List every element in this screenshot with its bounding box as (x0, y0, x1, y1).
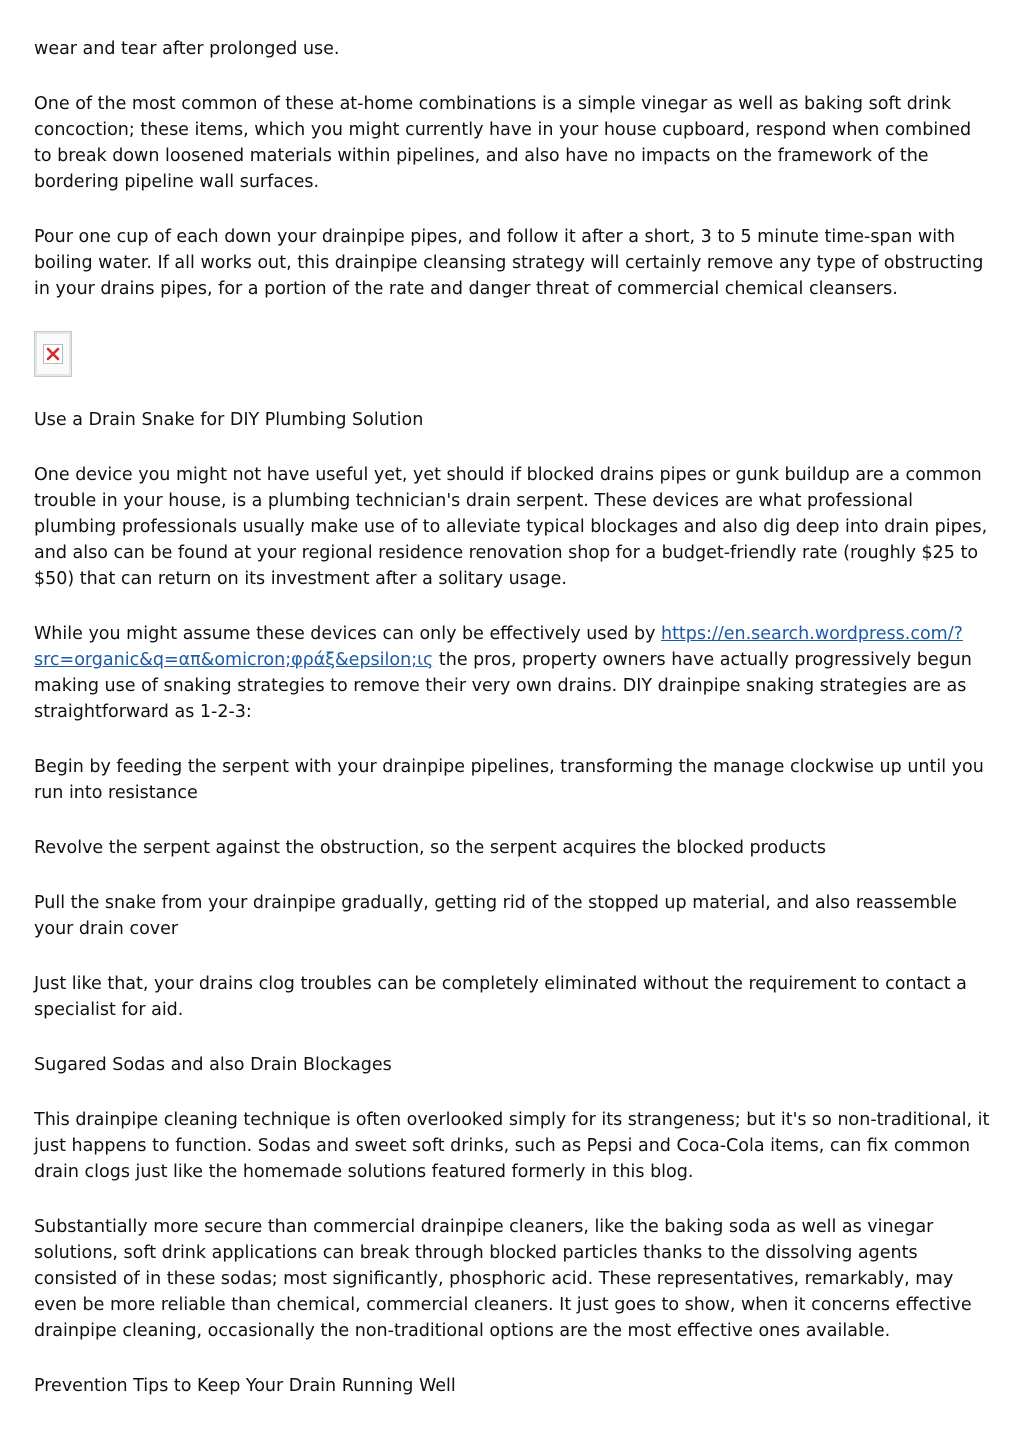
paragraph: Begin by feeding the serpent with your drainpipe pipelines, transforming the manage clockwise up until you run into resistance (34, 757, 984, 803)
broken-image (34, 331, 72, 377)
paragraph: One device you might not have useful yet, yet should if blocked drains pipes or gunk buildup are a common trouble in your house, is a plumbing technician's drain serpent. These devices are what professional plumbing professionals usually make use of to alleviate typical blockages and also dig deep into drain pipes, and also can be found at your regional residence renovation shop for a budget-friendly rate (roughly $25 to $50) that can return on its investment after a solitary usage. (34, 465, 988, 589)
paragraph: Pull the snake from your drainpipe gradually, getting rid of the stopped up material, and also reassemble your drain cover (34, 893, 957, 939)
paragraph-text: the pros, property owners have actually progressively begun making use of snaking strategies to remove their very own drains. DIY drainpipe snaking strategies are as straightforward as 1-2-3: (34, 650, 972, 722)
paragraph: wear and tear after prolonged use. (34, 39, 340, 59)
paragraph: Substantially more secure than commercial drainpipe cleaners, like the baking soda as well as vinegar solutions, soft drink applications can break through blocked particles thanks to the dissolving agents consisted of in these sodas; most significantly, phosphoric acid. These representatives, remarkably, may even be more reliable than chemical, commercial cleaners. It just goes to show, when it concerns effective drainpipe cleaning, occasionally the non-traditional options are the most effective ones available. (34, 1217, 972, 1341)
section-heading: Prevention Tips to Keep Your Drain Running Well (34, 1376, 456, 1396)
paragraph: One of the most common of these at-home combinations is a simple vinegar as well as baking soft drink concoction; these items, which you might currently have in your house cupboard, respond when combined to break down loosened materials within pipelines, and also have no impacts on the framework of the bordering pipeline wall surfaces. (34, 94, 972, 192)
section-heading: Sugared Sodas and also Drain Blockages (34, 1055, 392, 1075)
section-heading: Use a Drain Snake for DIY Plumbing Solution (34, 410, 424, 430)
paragraph: Just like that, your drains clog troubles can be completely eliminated without the requirement to contact a specialist for aid. (34, 974, 967, 1020)
broken-image-icon (43, 344, 63, 364)
paragraph: Pour one cup of each down your drainpipe pipes, and follow it after a short, 3 to 5 minute time-span with boiling water. If all works out, this drainpipe cleansing strategy will certainly remove any type of obstructing in your drains pipes, for a portion of the rate and danger threat of commercial chemical cleansers. (34, 227, 984, 299)
paragraph: Revolve the serpent against the obstruction, so the serpent acquires the blocked products (34, 838, 826, 858)
document-body (34, 36, 994, 1428)
paragraph: This drainpipe cleaning technique is often overlooked simply for its strangeness; but it's so non-traditional, it just happens to function. Sodas and sweet soft drinks, such as Pepsi and Coca-Cola items, can fix common drain clogs just like the homemade solutions featured formerly in this blog. (34, 1110, 990, 1182)
paragraph (34, 621, 994, 725)
paragraph-text: While you might assume these devices can only be effectively used by (34, 624, 661, 644)
search-link[interactable]: https://en.search.wordpress.com/?src=organic&q=απ&omicron;φράξ&epsilon;ις (34, 624, 963, 670)
